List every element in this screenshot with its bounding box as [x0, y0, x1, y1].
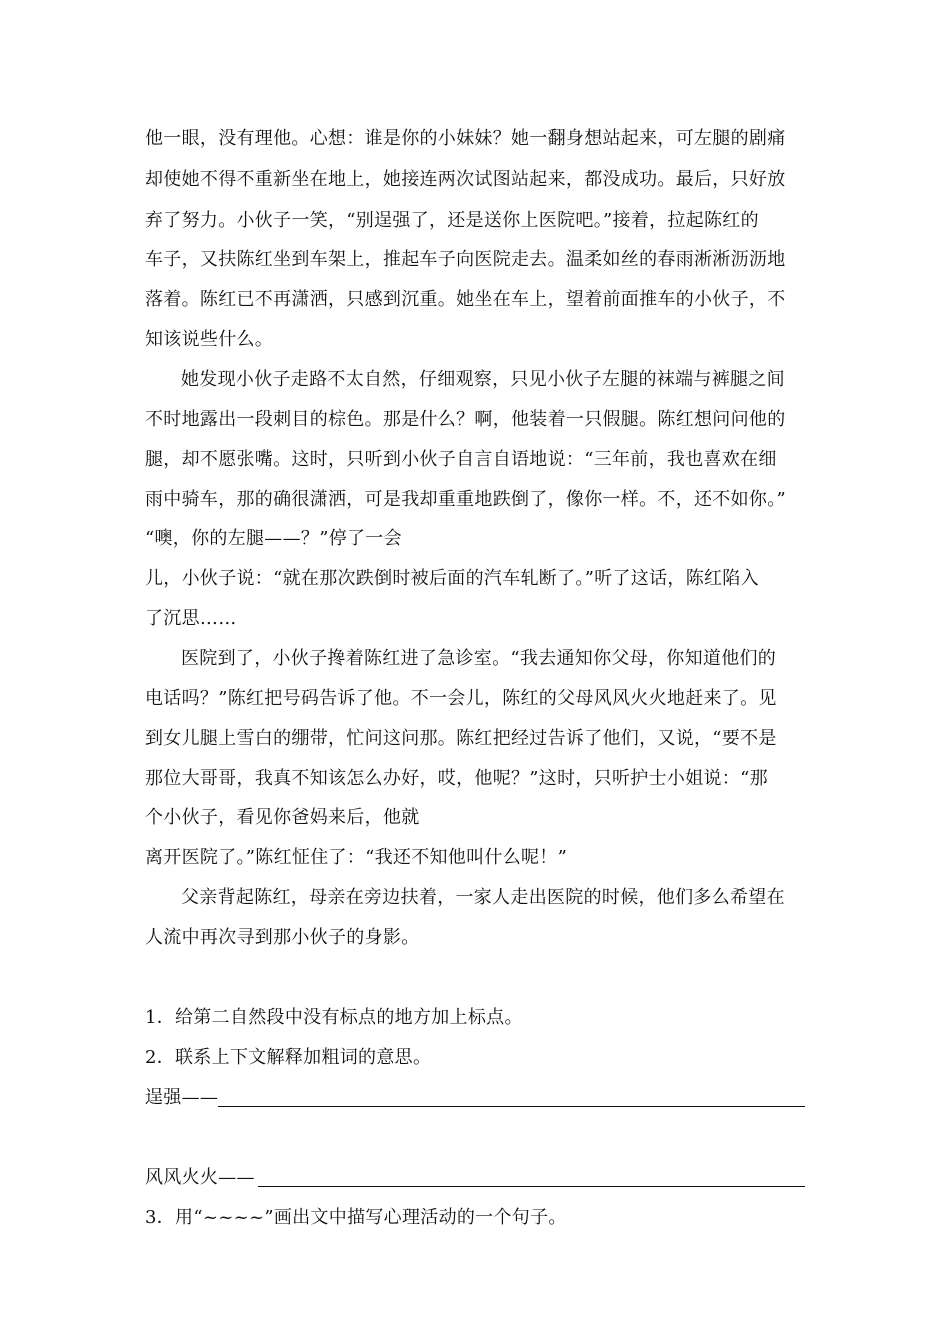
- question-3: 3．用“~~~~”画出文中描写心理活动的一个句子。: [145, 1207, 567, 1228]
- answer-blank-2[interactable]: [258, 1186, 805, 1187]
- story-line: 她发现小伙子走路不太自然，仔细观察，只见小伙子左腿的袜端与裤腿之间: [181, 369, 785, 390]
- story-line: 到女儿腿上雪白的绷带，忙问这问那。陈红把经过告诉了他们，又说，“要不是: [145, 728, 777, 749]
- story-line: 那位大哥哥，我真不知该怎么办好，哎，他呢？”这时，只听护士小姐说：“那: [145, 768, 768, 789]
- story-line: 腿，却不愿张嘴。这时，只听到小伙子自言自语地说：“三年前，我也喜欢在细: [145, 449, 777, 470]
- story-line: 车子，又扶陈红坐到车架上，推起车子向医院走去。温柔如丝的春雨淅淅沥沥地: [145, 249, 786, 270]
- story-line: 父亲背起陈红，母亲在旁边扶着，一家人走出医院的时候，他们多么希望在: [181, 887, 785, 908]
- story-line: “噢，你的左腿——？”停了一会: [145, 528, 402, 549]
- story-line: 医院到了，小伙子搀着陈红进了急诊室。“我去通知你父母，你知道他们的: [181, 648, 777, 669]
- story-line: 离开医院了。”陈红怔住了：“我还不知他叫什么呢！”: [145, 847, 568, 868]
- story-line: 他一眼，没有理他。心想：谁是你的小妹妹？她一翻身想站起来，可左腿的剧痛: [145, 128, 786, 149]
- story-line: 落着。陈红已不再潇洒，只感到沉重。她坐在车上，望着前面推车的小伙子，不: [145, 289, 786, 310]
- story-line: 了沉思……: [145, 608, 237, 629]
- story-line: 人流中再次寻到那小伙子的身影。: [145, 927, 420, 948]
- story-line: 个小伙子，看见你爸妈来后，他就: [145, 807, 420, 828]
- story-line: 却使她不得不重新坐在地上，她接连两次试图站起来，都没成功。最后，只好放: [145, 169, 786, 190]
- question-2: 2．联系上下文解释加粗词的意思。: [145, 1047, 432, 1068]
- story-line: 儿，小伙子说：“就在那次跌倒时被后面的汽车轧断了。”听了这话，陈红陷入: [145, 568, 759, 589]
- story-line: 雨中骑车，那的确很潇洒，可是我却重重地跌倒了，像你一样。不，还不如你。”: [145, 489, 786, 510]
- story-line: 不时地露出一段刺目的棕色。那是什么？啊，他装着一只假腿。陈红想问问他的: [145, 409, 786, 430]
- term-label-1: 逞强——: [145, 1087, 219, 1108]
- term-label-2: 风风火火——: [145, 1167, 255, 1188]
- story-line: 弃了努力。小伙子一笑，“别逞强了，还是送你上医院吧。”接着，拉起陈红的: [145, 210, 759, 231]
- story-line: 知该说些什么。: [145, 329, 274, 350]
- story-line: 电话吗？”陈红把号码告诉了他。不一会儿，陈红的父母风风火火地赶来了。见: [145, 688, 777, 709]
- answer-blank-1[interactable]: [218, 1106, 805, 1107]
- question-1: 1．给第二自然段中没有标点的地方加上标点。: [145, 1007, 523, 1028]
